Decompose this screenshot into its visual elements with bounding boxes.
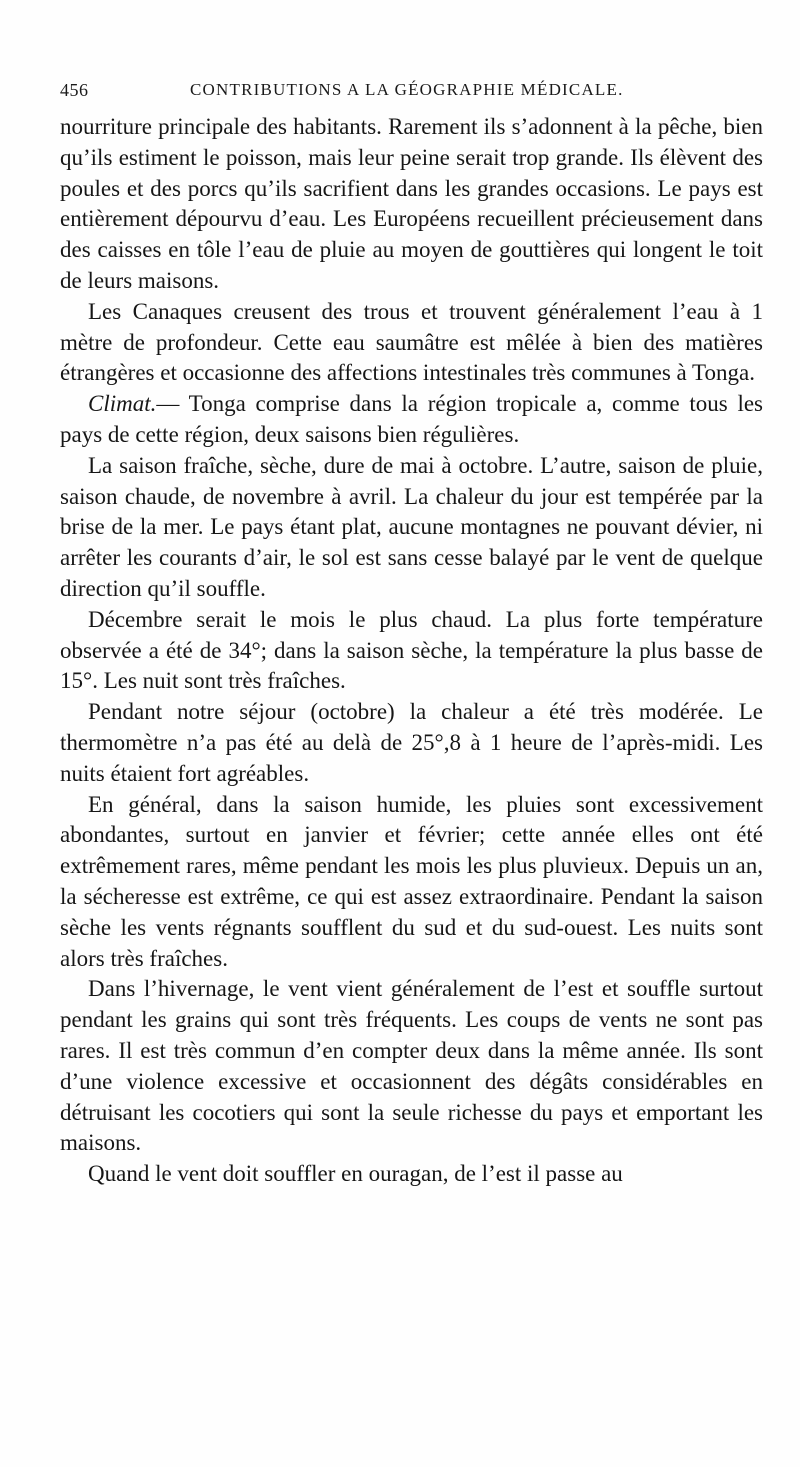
running-head — [60, 80, 760, 106]
paragraph: nourriture principale des habitants. Rarement ils s’adonnent à la pêche, bien qu’ils estiment le poisson, mais leur peine serait trop grande. Ils élèvent des poules et des porcs qu’ils sacrifient dans les grandes occasions. Le pays est entièrement dépourvu d’eau. Les Européens recueillent précieusement dans des caisses en tôle l’eau de pluie au moyen de gouttières qui longent le toit de leurs maisons. — [60, 114, 763, 293]
paragraph: Pendant notre séjour (octobre) la chaleur a été très modérée. Le thermomètre n’a pas été au delà de 25°,8 à 1 heure de l’après-midi. Les nuits étaient fort agréables. — [60, 699, 763, 786]
page-number: 456 — [60, 80, 89, 100]
paragraph — [60, 389, 763, 451]
paragraph: La saison fraîche, sèche, dure de mai à octobre. L’autre, saison de pluie, saison chaude, de novembre à avril. La chaleur du jour est tempérée par la brise de la mer. Le pays étant plat, aucune montagnes ne pouvant dévier, ni arrêter les courants d’air, le sol est sans cesse balayé par le vent de quelque direction qu’il souffle. — [60, 452, 763, 601]
paragraph: Les Canaques creusent des trous et trouvent généralement l’eau à 1 mètre de profondeur. Cette eau saumâtre est mêlée à bien des matières étrangères et occasionne des affections intestinales très communes à Tonga. — [60, 298, 763, 386]
paragraph: Dans l’hivernage, le vent vient généralement de l’est et souffle surtout pendant les grains qui sont très fréquents. Les coups de vents ne sont pas rares. Il est très commun d’en compter deux dans la même année. Ils sont d’une violence excessive et occasionnent des dégâts considérables en détruisant les cocotiers qui sont la seule richesse du pays et emportant les maisons. — [60, 976, 763, 1156]
paragraph-text: — Tonga comprise dans la région tropicale a, comme tous les pays de cette région, deux saisons bien régulières. — [60, 391, 763, 447]
paragraph: En général, dans la saison humide, les pluies sont excessivement abondantes, surtout en janvier et février; cette année elles ont été extrêmement rares, même pendant les mois les plus pluvieux. Depuis un an, la sécheresse est extrême, ce qui est assez extraordinaire. Pendant la saison sèche les vents régnants soufflent du sud et du sud-ouest. Les nuits sont alors très fraîches. — [60, 791, 763, 971]
paragraph: Quand le vent doit souffler en ouragan, de l’est il passe au — [88, 1161, 623, 1187]
paragraph: Décembre serait le mois le plus chaud. La plus forte température observée a été de 34°; dans la saison sèche, la température la plus basse de 15°. Les nuit sont très fraîches. — [60, 606, 763, 694]
body-text — [60, 112, 763, 1190]
section-heading-climat: Climat. — [88, 391, 157, 417]
running-title: CONTRIBUTIONS A LA GÉOGRAPHIE MÉDICALE. — [190, 80, 624, 99]
